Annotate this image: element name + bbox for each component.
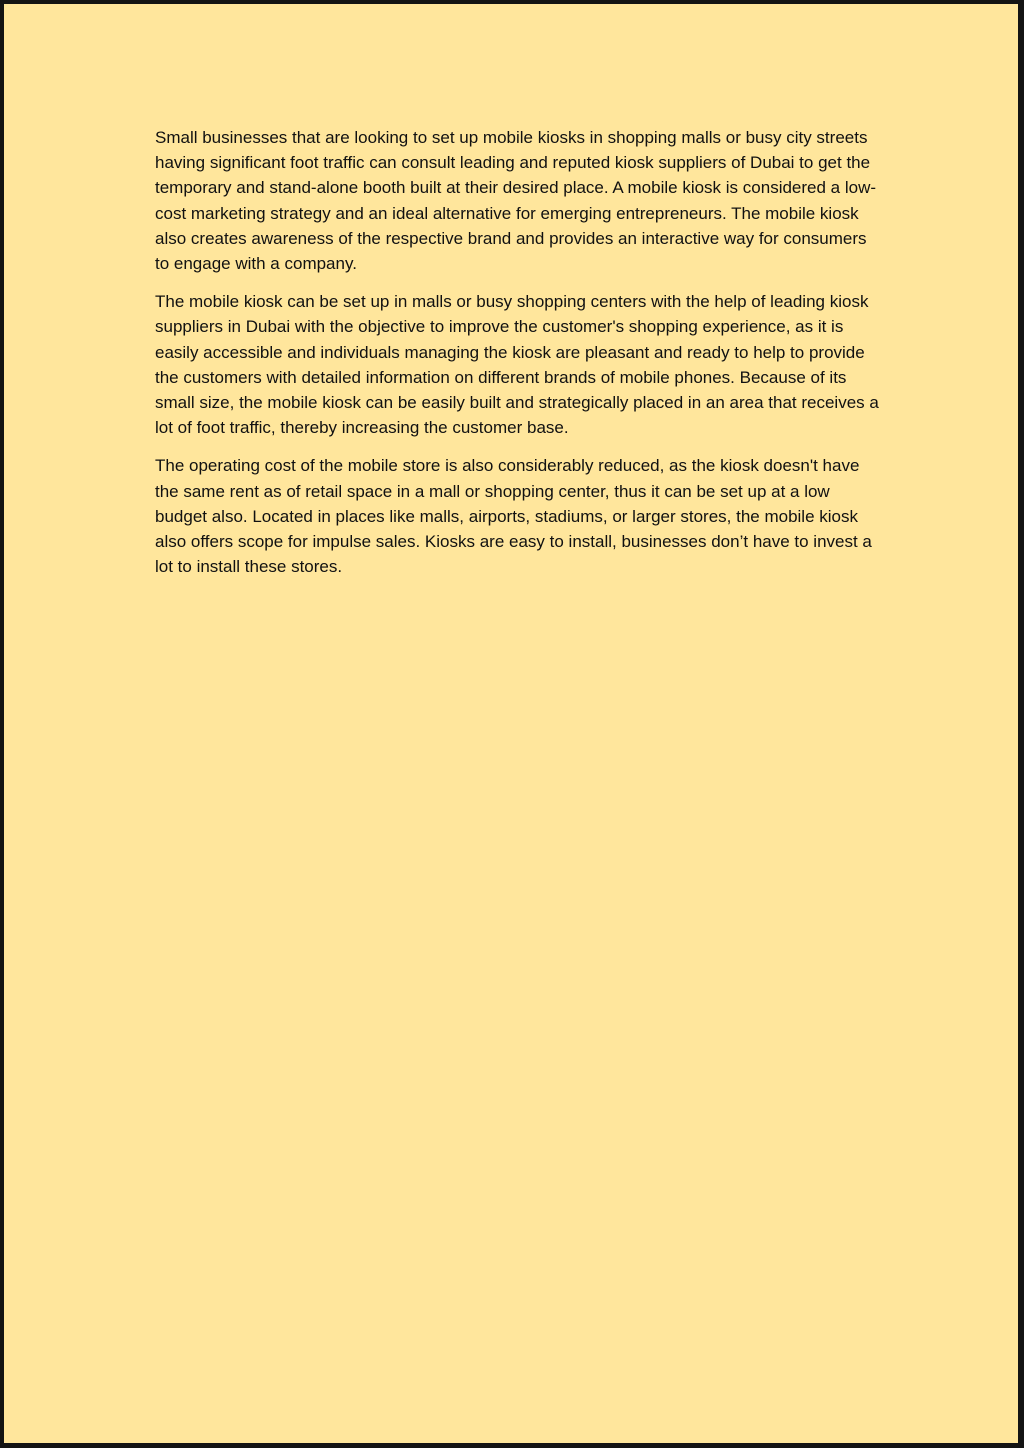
- paragraph-2: The mobile kiosk can be set up in malls or busy shopping centers with the help of leading kiosk suppliers in Dubai with the objective to improve the customer's shopping experience, as it is easily accessible and individuals managing the kiosk are pleasant and ready to help to provide the customers with detailed information on different brands of mobile phones. Because of its small size, the mobile kiosk can be easily built and strategically placed in an area that receives a lot of foot traffic, thereby increasing the customer base.: [155, 292, 879, 438]
- document-body: [155, 125, 880, 592]
- paragraph-1: Small businesses that are looking to set up mobile kiosks in shopping malls or busy city streets having significant foot traffic can consult leading and reputed kiosk suppliers of Dubai to get the temporary and stand-alone booth built at their desired place. A mobile kiosk is considered a low-cost marketing strategy and an ideal alternative for emerging entrepreneurs. The mobile kiosk also creates awareness of the respective brand and provides an interactive way for consumers to engage with a company.: [155, 128, 877, 274]
- paragraph-3: The operating cost of the mobile store is also considerably reduced, as the kiosk doesn't have the same rent as of retail space in a mall or shopping center, thus it can be set up at a low budget also. Located in places like malls, airports, stadiums, or larger stores, the mobile kiosk also offers scope for impulse sales. Kiosks are easy to install, businesses don’t have to invest a lot to install these stores.: [155, 456, 872, 577]
